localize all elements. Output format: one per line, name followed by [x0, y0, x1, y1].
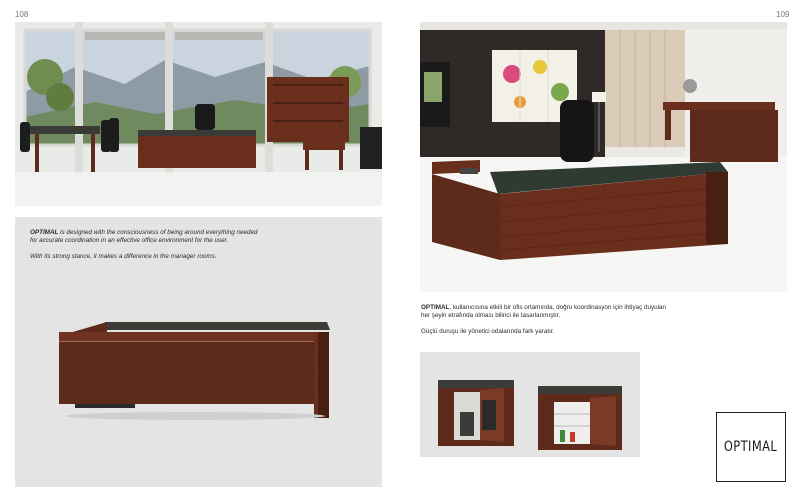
second-paragraph-tr: Güçlü duruşu ile yönetici odalarında fark yaratır. [421, 328, 555, 335]
page-number-left: 108 [15, 10, 29, 19]
page-number-right: 109 [776, 10, 790, 19]
intro-paragraph-tr [421, 304, 671, 320]
second-paragraph-en: With its strong stance, it makes a difference in the manager rooms. [30, 253, 217, 260]
brand-name-en: OPTIMAL [30, 229, 59, 236]
description-text-en [30, 229, 260, 269]
office-room-photo-left [15, 22, 382, 206]
brand-logo-box [716, 412, 786, 482]
office-room-photo-right [420, 22, 787, 292]
storage-detail-photo [420, 352, 640, 457]
intro-text-en: is designed with the consciousness of being around everything needed for accurate coordination in an effective office environment for the user. [30, 229, 258, 244]
brand-logo: OPTIMAL [724, 439, 778, 455]
intro-text-tr: , kullanıcısına etkili bir ofis ortamında, doğru koordinasyon için ihtiyaç duyulan her şeyin etrafında olması bilinci ile tasarlanmıştır. [421, 304, 666, 319]
intro-paragraph-en [30, 229, 260, 245]
brand-name-tr: OPTIMAL [421, 304, 450, 311]
description-text-tr [421, 304, 671, 344]
executive-desk-photo [55, 316, 335, 426]
